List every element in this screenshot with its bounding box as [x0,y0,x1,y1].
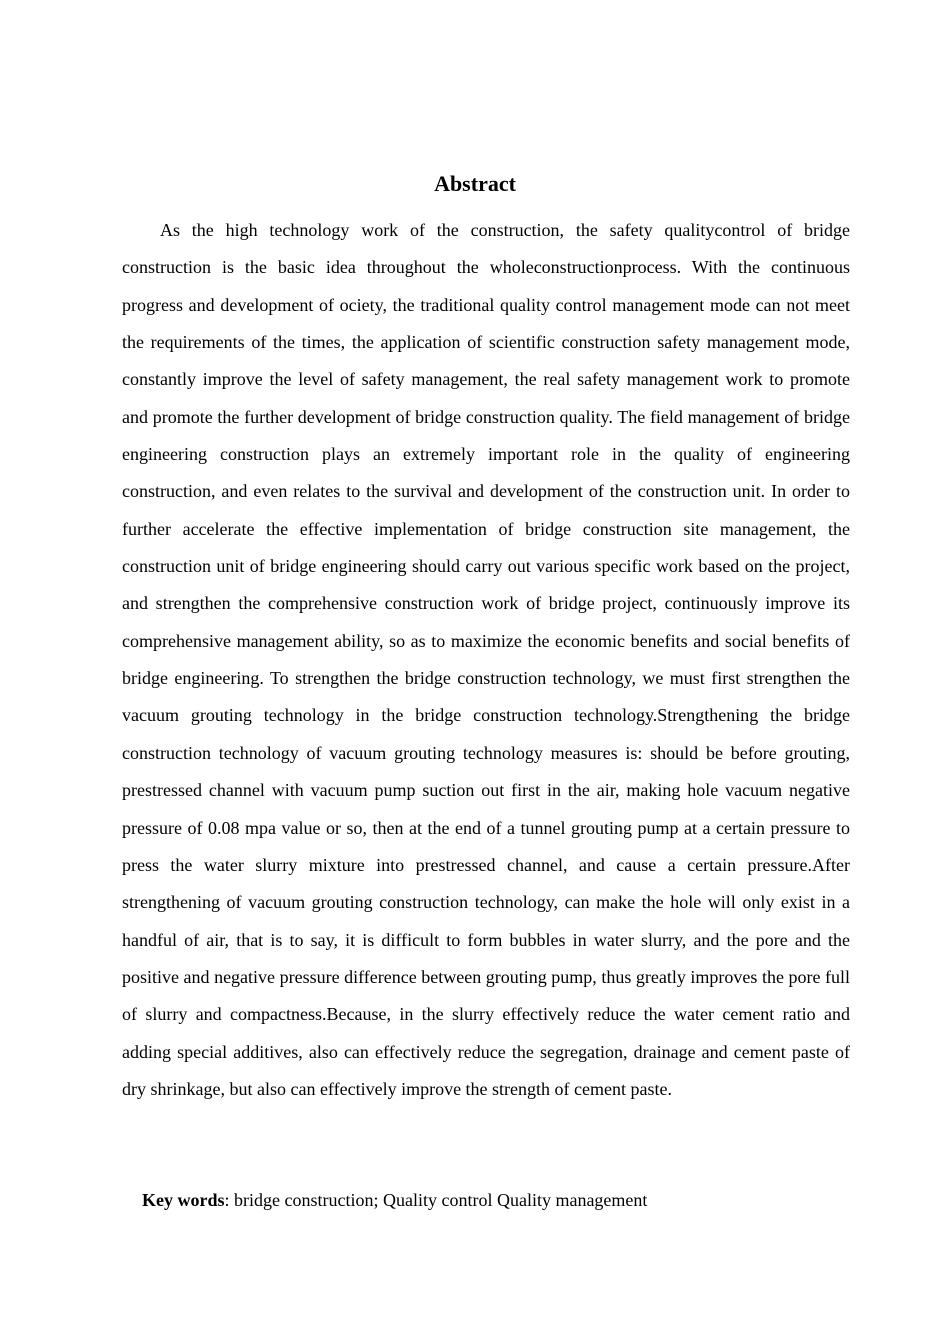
keywords-label: Key words [142,1190,225,1210]
keywords-text: bridge construction; Quality control Quality management [234,1190,648,1210]
keywords-separator: : [224,1190,235,1210]
abstract-body-paragraph: As the high technology work of the construction, the safety qualitycontrol of bridge construction is the basic idea throughout the wholeconstructionprocess. With the continuous progress and development of ociety, the traditional quality control management mode can not meet the requirements of the times, the application of scientific construction safety management mode, constantly improve the level of safety management, the real safety management work to promote and promote the further development of bridge construction quality. The field management of bridge engineering construction plays an extremely important role in the quality of engineering construction, and even relates to the survival and development of the construction unit. In order to further accelerate the effective implementation of bridge construction site management, the construction unit of bridge engineering should carry out various specific work based on the project, and strengthen the comprehensive construction work of bridge project, continuously improve its comprehensive management ability, so as to maximize the economic benefits and social benefits of bridge engineering. To strengthen the bridge construction technology, we must first strengthen the vacuum grouting technology in the bridge construction technology.Strengthening the bridge construction technology of vacuum grouting technology measures is: should be before grouting, prestressed channel with vacuum pump suction out first in the air, making hole vacuum negative pressure of 0.08 mpa value or so, then at the end of a tunnel grouting pump at a certain pressure to press the water slurry mixture into prestressed channel, and cause a certain pressure.After strengthening of vacuum grouting construction technology, can make the hole will only exist in a handful of air, that is to say, it is difficult to form bubbles in water slurry, and the pore and the positive and negative pressure difference between grouting pump, thus greatly improves the pore full of slurry and compactness.Because, in the slurry effectively reduce the water cement ratio and adding special additives, also can effectively reduce the segregation, drainage and cement paste of dry shrinkage, but also can effectively improve the strength of cement paste. [122,220,850,1099]
abstract-title: Abstract [434,171,516,196]
keywords-line [142,1186,850,1214]
